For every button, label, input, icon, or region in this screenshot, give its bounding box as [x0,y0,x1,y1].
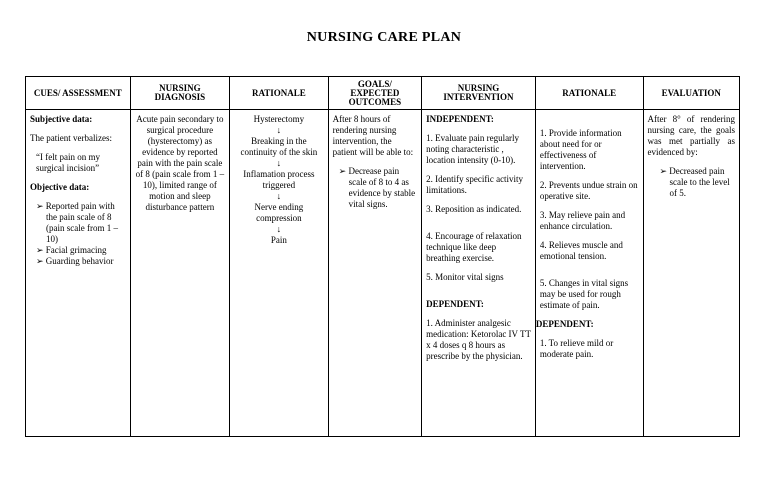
independent-heading: INDEPENDENT: [426,114,494,124]
header-diagnosis: NURSING DIAGNOSIS [130,77,230,110]
rationale-item: 3. May relieve pain and enhance circulation. [539,210,626,231]
rationale-item: 4. Relieves muscle and emotional tension. [539,240,623,261]
rationale-item: 1. Provide information about need for or effectiveness of intervention. [539,128,622,171]
dependent-heading: DEPENDENT: [426,299,484,309]
subjective-heading: Subjective data: [30,114,93,124]
down-arrow-icon: ↓ [276,125,282,135]
goals-cell [328,110,421,437]
intervention-item: 4. Encourage of relaxation technique like deep breathing exercise. [426,231,522,263]
rationale-item: 5. Changes in vital signs may be used for rough estimate of pain. [539,278,629,310]
header-intervention: NURSING INTERVENTION [422,77,536,110]
header-evaluation: EVALUATION [643,77,740,110]
header-rationale-2: RATIONALE [535,77,643,110]
dependent-heading: DEPENDENT: [535,319,594,329]
goal-item: ➢ Decrease pain scale of 8 to 4 as evidence by stable vital signs. [338,166,416,209]
page-title: NURSING CARE PLAN [306,30,462,45]
flow-step: Inflamation process triggered [243,169,315,190]
down-arrow-icon: ↓ [276,224,282,234]
header-goals: GOALS/ EXPECTED OUTCOMES [328,77,421,110]
objective-heading: Objective data: [30,182,90,192]
evaluation-intro: After 8° of rendering nursing care, the goals was met partially as evidenced by: [647,114,735,157]
objective-item: ➢ Guarding behavior [36,256,114,266]
cues-cell [26,110,131,437]
down-arrow-icon: ↓ [276,158,282,168]
intervention-item: 1. Administer analgesic medication: Ketorolac IV TT x 4 doses q 8 hours as prescribe by the physician. [426,318,531,361]
subjective-intro: The patient verbalizes: [30,133,112,143]
rationale-item: 2. Prevents undue strain on operative site. [539,180,638,201]
header-rationale: RATIONALE [230,77,329,110]
flow-step: Pain [270,235,287,245]
objective-item: ➢ Facial grimacing [36,245,107,255]
flow-step: Hysterectomy [253,114,305,124]
objective-item: ➢ Reported pain with the pain scale of 8 (pain scale from 1 – 10) [36,201,118,244]
goals-intro: After 8 hours of rendering nursing intervention, the patient will be able to: [332,114,414,157]
intervention-item: 5. Monitor vital signs [426,272,504,282]
header-cues: CUES/ ASSESSMENT [26,77,131,110]
rationale-cell [535,110,643,437]
subjective-quote: “I felt pain on my surgical incision” [36,152,100,173]
down-arrow-icon: ↓ [276,191,282,201]
diagnosis-text: Acute pain secondary to surgical procedure (hysterectomy) as evidence by reported pain with the pain scale of 8 (pain scale from 1 – 10), limited range of motion and sleep disturbance pattern [135,114,225,212]
rationale-flow-cell [230,110,329,437]
intervention-cell [422,110,536,437]
intervention-item: 3. Reposition as indicated. [426,204,522,214]
flow-step: Breaking in the continuity of the skin [240,136,318,157]
header-row [26,77,740,110]
flow-step: Nerve ending compression [254,202,304,223]
rationale-item: 1. To relieve mild or moderate pain. [539,338,614,359]
intervention-item: 2. Identify specific activity limitations. [426,174,524,195]
diagnosis-cell [130,110,230,437]
care-plan-table [25,76,740,437]
intervention-item: 1. Evaluate pain regularly noting characteristic , location intensity (0-10). [426,133,520,165]
content-row [26,110,740,437]
evaluation-cell [643,110,740,437]
evaluation-item: ➢ Decreased pain scale to the level of 5. [659,166,730,198]
